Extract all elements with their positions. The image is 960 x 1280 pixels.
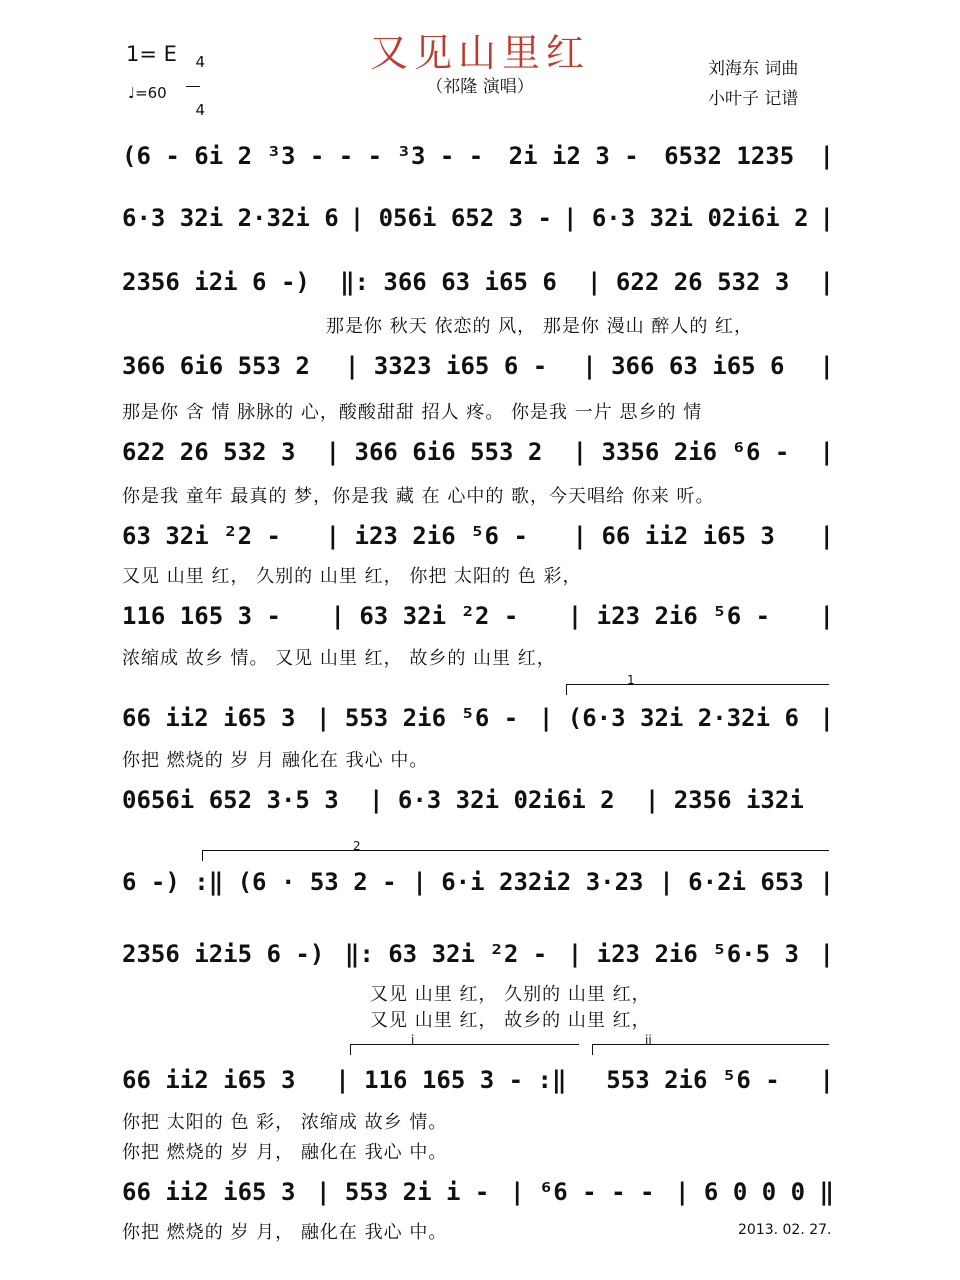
- lyric-line: 你把 燃烧的 岁 月 融化在 我心 中。: [122, 750, 429, 771]
- measure: | 2356 i32i: [644, 786, 804, 814]
- measure: | 6·3 32i 02i6i 2: [368, 786, 615, 814]
- music-row-11: [122, 940, 834, 968]
- music-row-9: [122, 786, 834, 814]
- music-row-4: [122, 352, 834, 380]
- music-row-2: [122, 204, 834, 232]
- lyric-line: 又见 山里 红， 久别的 山里 红，: [370, 984, 651, 1005]
- date-stamp: 2013. 02. 27.: [738, 1222, 832, 1238]
- lyricist-composer-credit: 刘海东 词曲: [708, 59, 799, 79]
- lyric-line: 那是你 含 情 脉脉的 心，酸酸甜甜 招人 疼。 你是我 一片 思乡的 情: [122, 402, 703, 423]
- volta-number: 1: [627, 673, 635, 687]
- measure: 66 ii2 i65 3: [122, 1066, 296, 1094]
- barline: |: [819, 204, 834, 232]
- music-row-8: [122, 704, 834, 732]
- barline: |: [819, 704, 834, 732]
- time-signature-top: 4: [195, 53, 206, 71]
- time-signature-bottom: 4: [195, 101, 206, 119]
- measure: 6532 1235: [664, 142, 795, 170]
- volta-bracket-i: [350, 1033, 579, 1055]
- music-row-7: [122, 602, 834, 630]
- transcriber-credit: 小叶子 记谱: [708, 89, 799, 109]
- measure: 116 165 3 -: [122, 602, 281, 630]
- barline: |: [819, 438, 834, 466]
- measure: | 66 ii2 i65 3: [572, 522, 775, 550]
- measure: 366 6i6 553 2: [122, 352, 310, 380]
- lyric-line: 你是我 童年 最真的 梦，你是我 藏 在 心中的 歌，今天唱给 你来 听。: [122, 486, 715, 507]
- music-row-3: [122, 268, 834, 296]
- measure: | 3356 2i6 ⁶6 -: [572, 438, 790, 466]
- barline: |: [819, 522, 834, 550]
- measure: 6·3 32i 2·32i 6: [122, 204, 339, 232]
- performer-subtitle: （祁隆 演唱）: [426, 77, 534, 97]
- volta-number: i: [411, 1033, 415, 1047]
- measure: | 6·3 32i 02i6i 2: [562, 204, 809, 232]
- measure: | 3323 i65 6 -: [344, 352, 548, 380]
- barline: |: [819, 868, 834, 896]
- measure: | i23 2i6 ⁵6 -: [325, 522, 528, 550]
- measure: 2356 i2i5 6 -): [122, 940, 325, 968]
- music-row-12: [122, 1066, 834, 1094]
- lyric-line: 又见 山里 红， 故乡的 山里 红，: [370, 1010, 651, 1031]
- music-row-1: [122, 142, 834, 170]
- volta-bracket-1: [566, 673, 829, 695]
- measure: | 366 6i6 553 2: [325, 438, 543, 466]
- tempo-marking: ♩=60: [128, 84, 167, 102]
- lyric-line: 浓缩成 故乡 情。 又见 山里 红， 故乡的 山里 红，: [122, 648, 556, 669]
- volta-bracket-ii: [592, 1033, 829, 1055]
- measure: | ⁶6 - - -: [509, 1178, 655, 1206]
- measure: | i23 2i6 ⁵6 -: [567, 602, 771, 630]
- barline: |: [819, 940, 834, 968]
- lyric-line: 你把 太阳的 色 彩， 浓缩成 故乡 情。: [122, 1112, 448, 1133]
- measure: | 366 63 i65 6: [582, 352, 785, 380]
- measure: 553 2i6 ⁵6 -: [606, 1066, 780, 1094]
- barline: |: [819, 142, 834, 170]
- measure: 63 32i ²2 -: [122, 522, 281, 550]
- lyric-line: 那是你 秋天 依恋的 风， 那是你 漫山 醉人的 红，: [326, 316, 754, 337]
- measure: 66 ii2 i65 3: [122, 704, 296, 732]
- music-row-5: [122, 438, 834, 466]
- key-signature: 1= E: [126, 42, 177, 66]
- song-title: 又见山里红: [369, 31, 590, 75]
- measure: 2356 i2i 6 -): [122, 268, 310, 296]
- measure: | 6·i 232i2 3·23: [412, 868, 644, 896]
- measure: 0656i 652 3·5 3: [122, 786, 339, 814]
- measure: | 056i 652 3 -: [349, 204, 552, 232]
- lyric-line: 你把 燃烧的 岁 月， 融化在 我心 中。: [122, 1222, 448, 1243]
- time-signature: [186, 40, 206, 119]
- final-measure: | 6 0 0 0 ‖: [675, 1178, 834, 1206]
- measure: | i23 2i6 ⁵6·5 3: [567, 940, 799, 968]
- volta-number: ii: [645, 1033, 652, 1047]
- measure: | 6·2i 653: [659, 868, 804, 896]
- barline: |: [819, 268, 834, 296]
- measure: 622 26 532 3: [122, 438, 296, 466]
- barline: |: [819, 352, 834, 380]
- volta-bracket-2: [202, 839, 829, 861]
- measure: | (6·3 32i 2·32i 6: [538, 704, 799, 732]
- measure: | 116 165 3 - :‖: [335, 1066, 567, 1094]
- music-row-13: [122, 1178, 834, 1206]
- measure: 6 -) :‖ (6 · 53 2 -: [122, 868, 397, 896]
- measure: 66 ii2 i65 3: [122, 1178, 296, 1206]
- lyric-line: 又见 山里 红， 久别的 山里 红， 你把 太阳的 色 彩，: [122, 566, 582, 587]
- barline: |: [819, 602, 834, 630]
- measure: 2i i2 3 -: [508, 142, 639, 170]
- music-row-10: [122, 868, 834, 896]
- music-row-6: [122, 522, 834, 550]
- measure: ‖: 366 63 i65 6: [340, 268, 557, 296]
- measure: | 553 2i6 ⁵6 -: [315, 704, 519, 732]
- volta-number: 2: [353, 839, 361, 853]
- measure: | 63 32i ²2 -: [330, 602, 519, 630]
- measure: | 553 2i i -: [315, 1178, 490, 1206]
- barline: |: [819, 1066, 834, 1094]
- lyric-line: 你把 燃烧的 岁 月， 融化在 我心 中。: [122, 1142, 448, 1163]
- measure: (6 - 6i 2 ³3 - - - ³3 - -: [122, 142, 484, 170]
- measure: | 622 26 532 3: [587, 268, 790, 296]
- measure: ‖: 63 32i ²2 -: [344, 940, 548, 968]
